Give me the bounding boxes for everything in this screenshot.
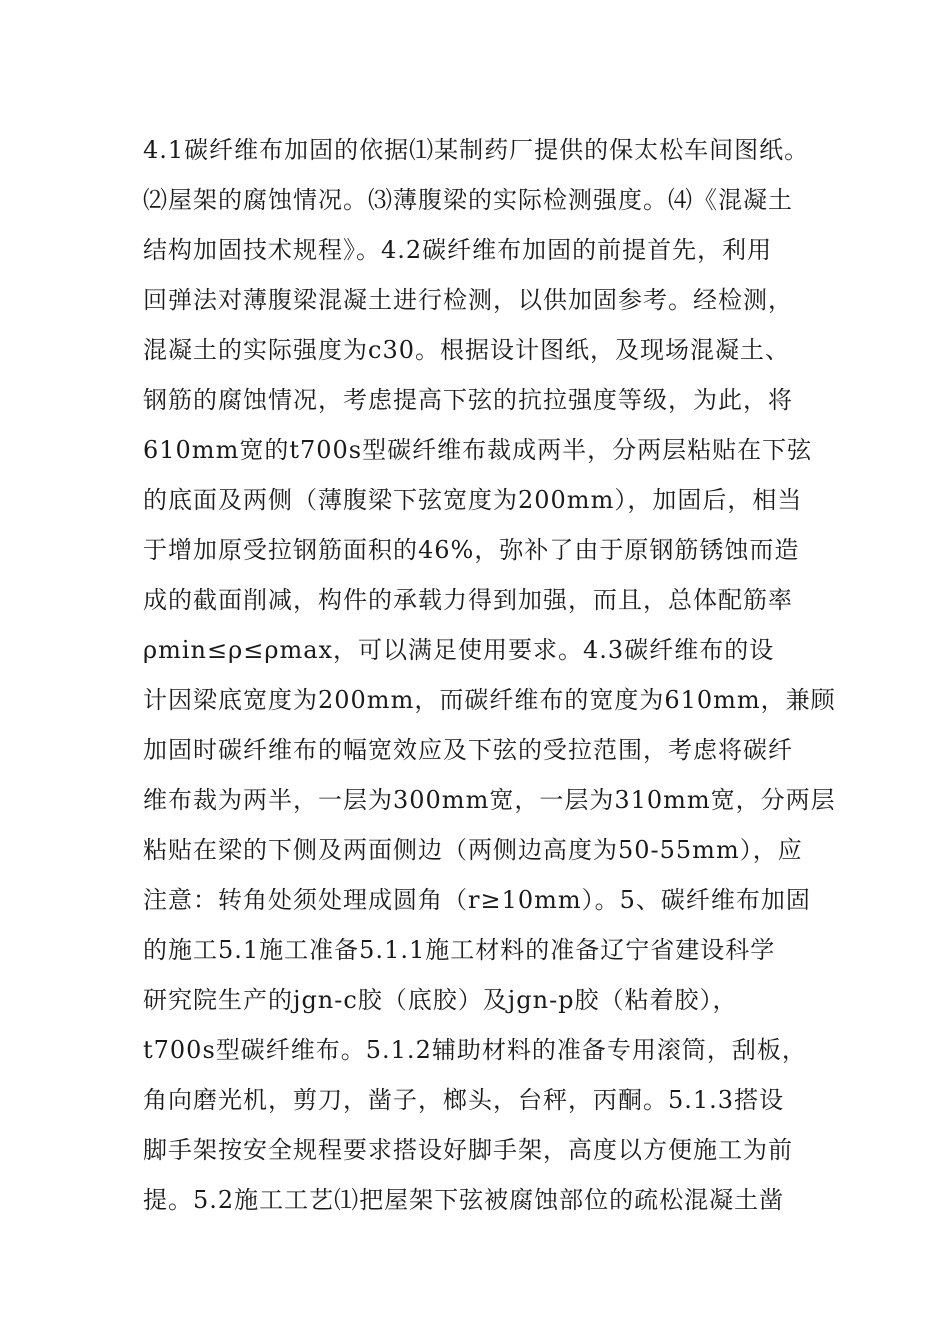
text-line: 粘贴在梁的下侧及两面侧边（两侧边高度为50-55mm），应	[143, 836, 803, 864]
text-line: 钢筋的腐蚀情况，考虑提高下弦的抗拉强度等级，为此，将	[143, 386, 793, 414]
text-line: 610mm宽的t700s型碳纤维布裁成两半，分两层粘贴在下弦	[143, 436, 813, 464]
text-line: 维布裁为两半，一层为300mm宽，一层为310mm宽，分两层	[143, 786, 836, 814]
text-line: 注意：转角处须处理成圆角（r≥10mm）。5、碳纤维布加固	[143, 886, 811, 914]
text-line: 脚手架按安全规程要求搭设好脚手架，高度以方便施工为前	[143, 1136, 793, 1164]
text-line: 研究院生产的jgn-c胶（底胶）及jgn-p胶（粘着胶），	[143, 986, 738, 1014]
text-line: 混凝土的实际强度为c30。根据设计图纸，及现场混凝土、	[143, 336, 790, 364]
text-line: 成的截面削减，构件的承载力得到加强，而且，总体配筋率	[143, 586, 793, 614]
text-line: 加固时碳纤维布的幅宽效应及下弦的受拉范围，考虑将碳纤	[143, 736, 793, 764]
text-line: 的施工5.1施工准备5.1.1施工材料的准备辽宁省建设科学	[143, 936, 776, 964]
text-line: 4.1碳纤维布加固的依据⑴某制药厂提供的保太松车间图纸。	[143, 136, 810, 164]
text-line: 结构加固技术规程》。4.2碳纤维布加固的前提首先，利用	[143, 236, 773, 264]
text-line: t700s型碳纤维布。5.1.2辅助材料的准备专用滚筒，刮板，	[143, 1036, 807, 1064]
text-line: 提。5.2施工工艺⑴把屋架下弦被腐蚀部位的疏松混凝土凿	[143, 1186, 785, 1214]
text-line: ρmin≤ρ≤ρmax，可以满足使用要求。4.3碳纤维布的设	[143, 636, 775, 664]
text-line: 回弹法对薄腹梁混凝土进行检测，以供加固参考。经检测，	[143, 286, 793, 314]
text-line: 角向磨光机，剪刀，凿子，榔头，台秤，丙酮。5.1.3搭设	[143, 1086, 785, 1114]
text-line: ⑵屋架的腐蚀情况。⑶薄腹梁的实际检测强度。⑷《混凝土	[143, 186, 793, 214]
body-text	[143, 134, 836, 1234]
text-line: 于增加原受拉钢筋面积的46%，弥补了由于原钢筋锈蚀而造	[143, 536, 800, 564]
text-line: 计因梁底宽度为200mm，而碳纤维布的宽度为610mm，兼顾	[143, 686, 836, 714]
text-line: 的底面及两侧（薄腹梁下弦宽度为200mm），加固后，相当	[143, 486, 803, 514]
